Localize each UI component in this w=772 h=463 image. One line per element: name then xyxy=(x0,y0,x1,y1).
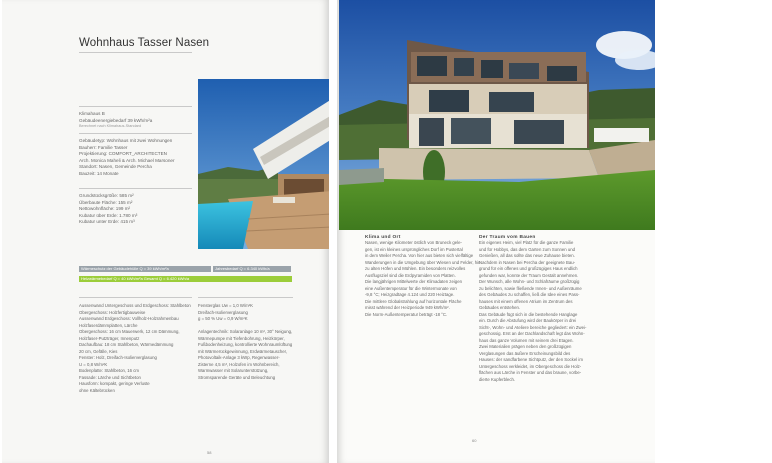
klima-line: Die langjährigen Mittelwerte der Klimadaten zeigen xyxy=(365,279,462,284)
construction-line: Holzfaserdämmplatten, Lärche xyxy=(79,322,138,328)
construction-line: Aussenwand Untergeschoss und Erdgeschoss: Stahlbeton xyxy=(79,303,191,308)
house-photo-graphic xyxy=(339,0,655,230)
meta-block xyxy=(79,111,152,129)
construction-line: ohne Kältebrücken xyxy=(79,387,115,393)
traum-line: Ein eigenes Heim, viel Platz für die ganze Familie xyxy=(479,240,574,245)
construction-line: g = 50 % Uw = 0,9 W/m²K xyxy=(198,316,248,321)
traum-line: flächen aus Lärche in Fenster und das braune, vorbe- xyxy=(479,370,582,375)
traum-line: und für Hobbys, das dem Garten zum Sonnen und xyxy=(479,246,576,252)
project-line: Gebäudetyp: Wohnhaus mit zwei Wohnungen xyxy=(79,138,173,143)
construction-line: Dreifach-Isolierverglasung xyxy=(198,309,248,315)
klima-line: Die Norm-Außentemperatur beträgt -18 °C. xyxy=(365,311,448,317)
area-line: Kubatur unter Erde: 415 m³ xyxy=(79,219,135,225)
construction-line: Obergeschoss: Holzfertigbauweise xyxy=(79,309,146,315)
traum-line: geschossig. Erst an der Dachlandschaft legt das Wohn- xyxy=(479,331,585,336)
energy-bar-gray-label: Wärmeschutz der Gebäudehülle Q = 39 kWh/m²a xyxy=(81,266,169,271)
traum-column xyxy=(479,235,604,383)
klima-line: -9,8 °C; Heizgradtage 4.124 und 220 Heiztage. xyxy=(365,292,455,297)
traum-line: ein. Durch die Abstufung wird der Baukörper in drei xyxy=(479,318,577,323)
construction-line: Fußbodenheizung, kontrollierte Wohnraumlüftung xyxy=(198,342,293,347)
klima-line: zu alten Höfen und Mühlen. Ein besonders reizvolles xyxy=(365,266,466,271)
areas-block xyxy=(79,193,137,226)
construction-line: 20 cm, Gefälle, Kies xyxy=(79,348,118,354)
construction-line: Holzfaser-Putzträger, Innenputz xyxy=(79,335,140,341)
meta-rule-top xyxy=(79,106,192,107)
traum-line: Untergeschoss verkleidet, im Obergeschoss die Holz- xyxy=(479,363,582,369)
meta-line: Berechnet nach Klimahaus-Standard xyxy=(79,124,142,129)
page-number: 58 xyxy=(207,450,212,455)
klima-line: gen, ist ein kleines ursprüngliches Dorf im Pustertal xyxy=(365,246,463,252)
project-block xyxy=(79,138,174,178)
pool-photo xyxy=(198,79,329,249)
construction-line: Bodenplatte: Stahlbeton, 16 cm xyxy=(79,368,139,373)
klima-line: misst während der Heizperiode 949 kWh/m². xyxy=(365,305,450,310)
traum-line: Der Wunsch, alle Wohn- und Schlafräume großzügig xyxy=(479,279,580,284)
klima-column xyxy=(365,235,485,318)
construction-line: Fensterglas Uw = 1,0 W/m²K xyxy=(198,303,254,308)
klima-line: eine Außentemperatur für die Wintermonate von xyxy=(365,285,457,291)
construction-line: Stromsparende Geräte und Beleuchtung xyxy=(198,374,276,380)
project-line: Bauherr: Familie Tasser xyxy=(79,144,128,150)
traum-heading: Der Traum vom Bauen xyxy=(479,235,536,240)
area-line: Überbaute Fläche: 155 m² xyxy=(79,199,133,205)
energy-bar-gray-right-label: Jahresbedarf Q = 6.340 kWh/a xyxy=(215,266,270,271)
left-page xyxy=(2,0,329,463)
page-number: 60 xyxy=(472,438,477,443)
klima-line: Ausflugsziel sind die Erdpyramiden von Platten. xyxy=(365,272,456,278)
area-line: Grundstücksgröße: 585 m² xyxy=(79,193,134,198)
traum-line: haus das ganze Volumen mit seinem drei Etagen. xyxy=(479,337,574,343)
house-photo xyxy=(339,0,655,230)
title-rule xyxy=(79,52,192,53)
page-title: Wohnhaus Tasser Nasen xyxy=(79,37,210,49)
construction-line: Aussenwand Erdgeschoss: Vollholz-Holzrahmenbau xyxy=(79,316,179,321)
klima-line: Die mittlere Globalstrahlung auf horizontale Fläche xyxy=(365,298,462,304)
construction-rule-left xyxy=(79,297,192,298)
traum-line: Das Gebäude fügt sich in die bestehende Hanglage xyxy=(479,311,578,317)
meta-heading: Klimahaus B xyxy=(79,111,105,116)
klima-heading: Klima und Ort xyxy=(365,235,401,240)
construction-line: Wärmepumpe mit Tiefenbohrung, Heizkörper, xyxy=(198,335,285,341)
pool-photo-graphic xyxy=(198,79,329,249)
meta-line: Gebäudeenergiebedarf 39 kWh/m²a xyxy=(79,117,153,123)
construction-line: Obergeschoss: 16 cm Mauerwerk, 12 cm Dämmung, xyxy=(79,329,180,334)
construction-left xyxy=(79,303,194,394)
traum-line: hauses mit einem offenen Atrium im Zentrum des xyxy=(479,298,573,304)
energy-bar-green-label: Heizwärmebedarf Q = 40 kWh/m²a Gesamt Q = 6.420 kWh/a xyxy=(81,276,190,281)
construction-rule-right xyxy=(198,297,293,298)
traum-line: Verglasungen das äußere Erscheinungsbild des xyxy=(479,350,571,356)
area-line: Nettowohnfläche: 199 m² xyxy=(79,206,131,212)
traum-line: Gebäudes entstehen. xyxy=(479,305,521,310)
right-page xyxy=(337,0,655,463)
traum-line: zu belichten, sowie fließende Innen- und Außenräume xyxy=(479,285,582,291)
project-line: Projektierung: COMFORT_ARCHITECTEN xyxy=(79,151,167,157)
project-line: Arch. Monica Maheli & Arch. Michael Marsoner xyxy=(79,157,175,163)
construction-line: Fassade: Lärche und Sichtbeton xyxy=(79,374,141,380)
construction-line: Dachaufbau: 18 cm Stahlbeton, Wärmedämmung xyxy=(79,342,174,347)
traum-line: Zwei Materialien prägen neben den großzügigen xyxy=(479,344,572,349)
traum-line: Hauses: der sandfarbene Sichtputz, der den Sockel im xyxy=(479,357,583,362)
project-line: Standort: Nasen, Gemeinde Percha xyxy=(79,164,152,170)
traum-line: Genießen, all das sollte das neue Zuhause bieten. xyxy=(479,253,575,258)
construction-line: Fenster: Holz, Dreifach-Isolierverglasung xyxy=(79,355,157,360)
project-line: Bauzeit: 14 Monate xyxy=(79,170,119,176)
traum-line: grund für ein offenes und großzügiges Haus endlich xyxy=(479,266,578,271)
area-line: Kubatur über Erde: 1.780 m³ xyxy=(79,212,138,218)
construction-line: Hausform: kompakt, geringe Verluste xyxy=(79,381,150,386)
klima-line: Nasen, wenige Kilometer östlich von Bruneck gele- xyxy=(365,240,462,245)
construction-line: Photovoltaik-Anlage 3 kWp, Regenwasser- xyxy=(198,355,280,360)
traum-line: gefunden war, konnte der Traum Gestalt annehmen. xyxy=(479,272,579,278)
construction-line: Anlagentechnik: Solaranlage 10 m², 30° Neigung, xyxy=(198,329,293,334)
traum-line: des Gebäudes zu schaffen, ließ die Idee eines Pass- xyxy=(479,292,580,297)
meta-rule-bottom xyxy=(79,133,192,134)
traum-line: Sicht-, Wohn- und Ateliere bereiche gegliedert: ein Zwei- xyxy=(479,324,587,330)
klima-line: Wanderungen in die Umgebung über Wiesen und Felder, hin xyxy=(365,259,481,265)
construction-line: U = 0,8 W/m²K xyxy=(79,361,108,367)
construction-line: Warmwasser mit Solarunterstützung, xyxy=(198,368,269,373)
construction-line: Zisterne 4,5 m³, Holzofen im Wohnbereich, xyxy=(198,361,280,367)
traum-line: dierte Kupferblech. xyxy=(479,376,516,382)
project-rule xyxy=(79,188,192,189)
construction-right xyxy=(198,303,298,381)
klima-line: in dem Weiler Percha. Von hier aus bieten sich vielfältige xyxy=(365,253,474,258)
construction-line: mit Wärmerückgewinnung, Erdwärmetauscher, xyxy=(198,348,288,354)
traum-line: Nachdem in Nasen bei Percha der geeignete Bau- xyxy=(479,259,576,265)
